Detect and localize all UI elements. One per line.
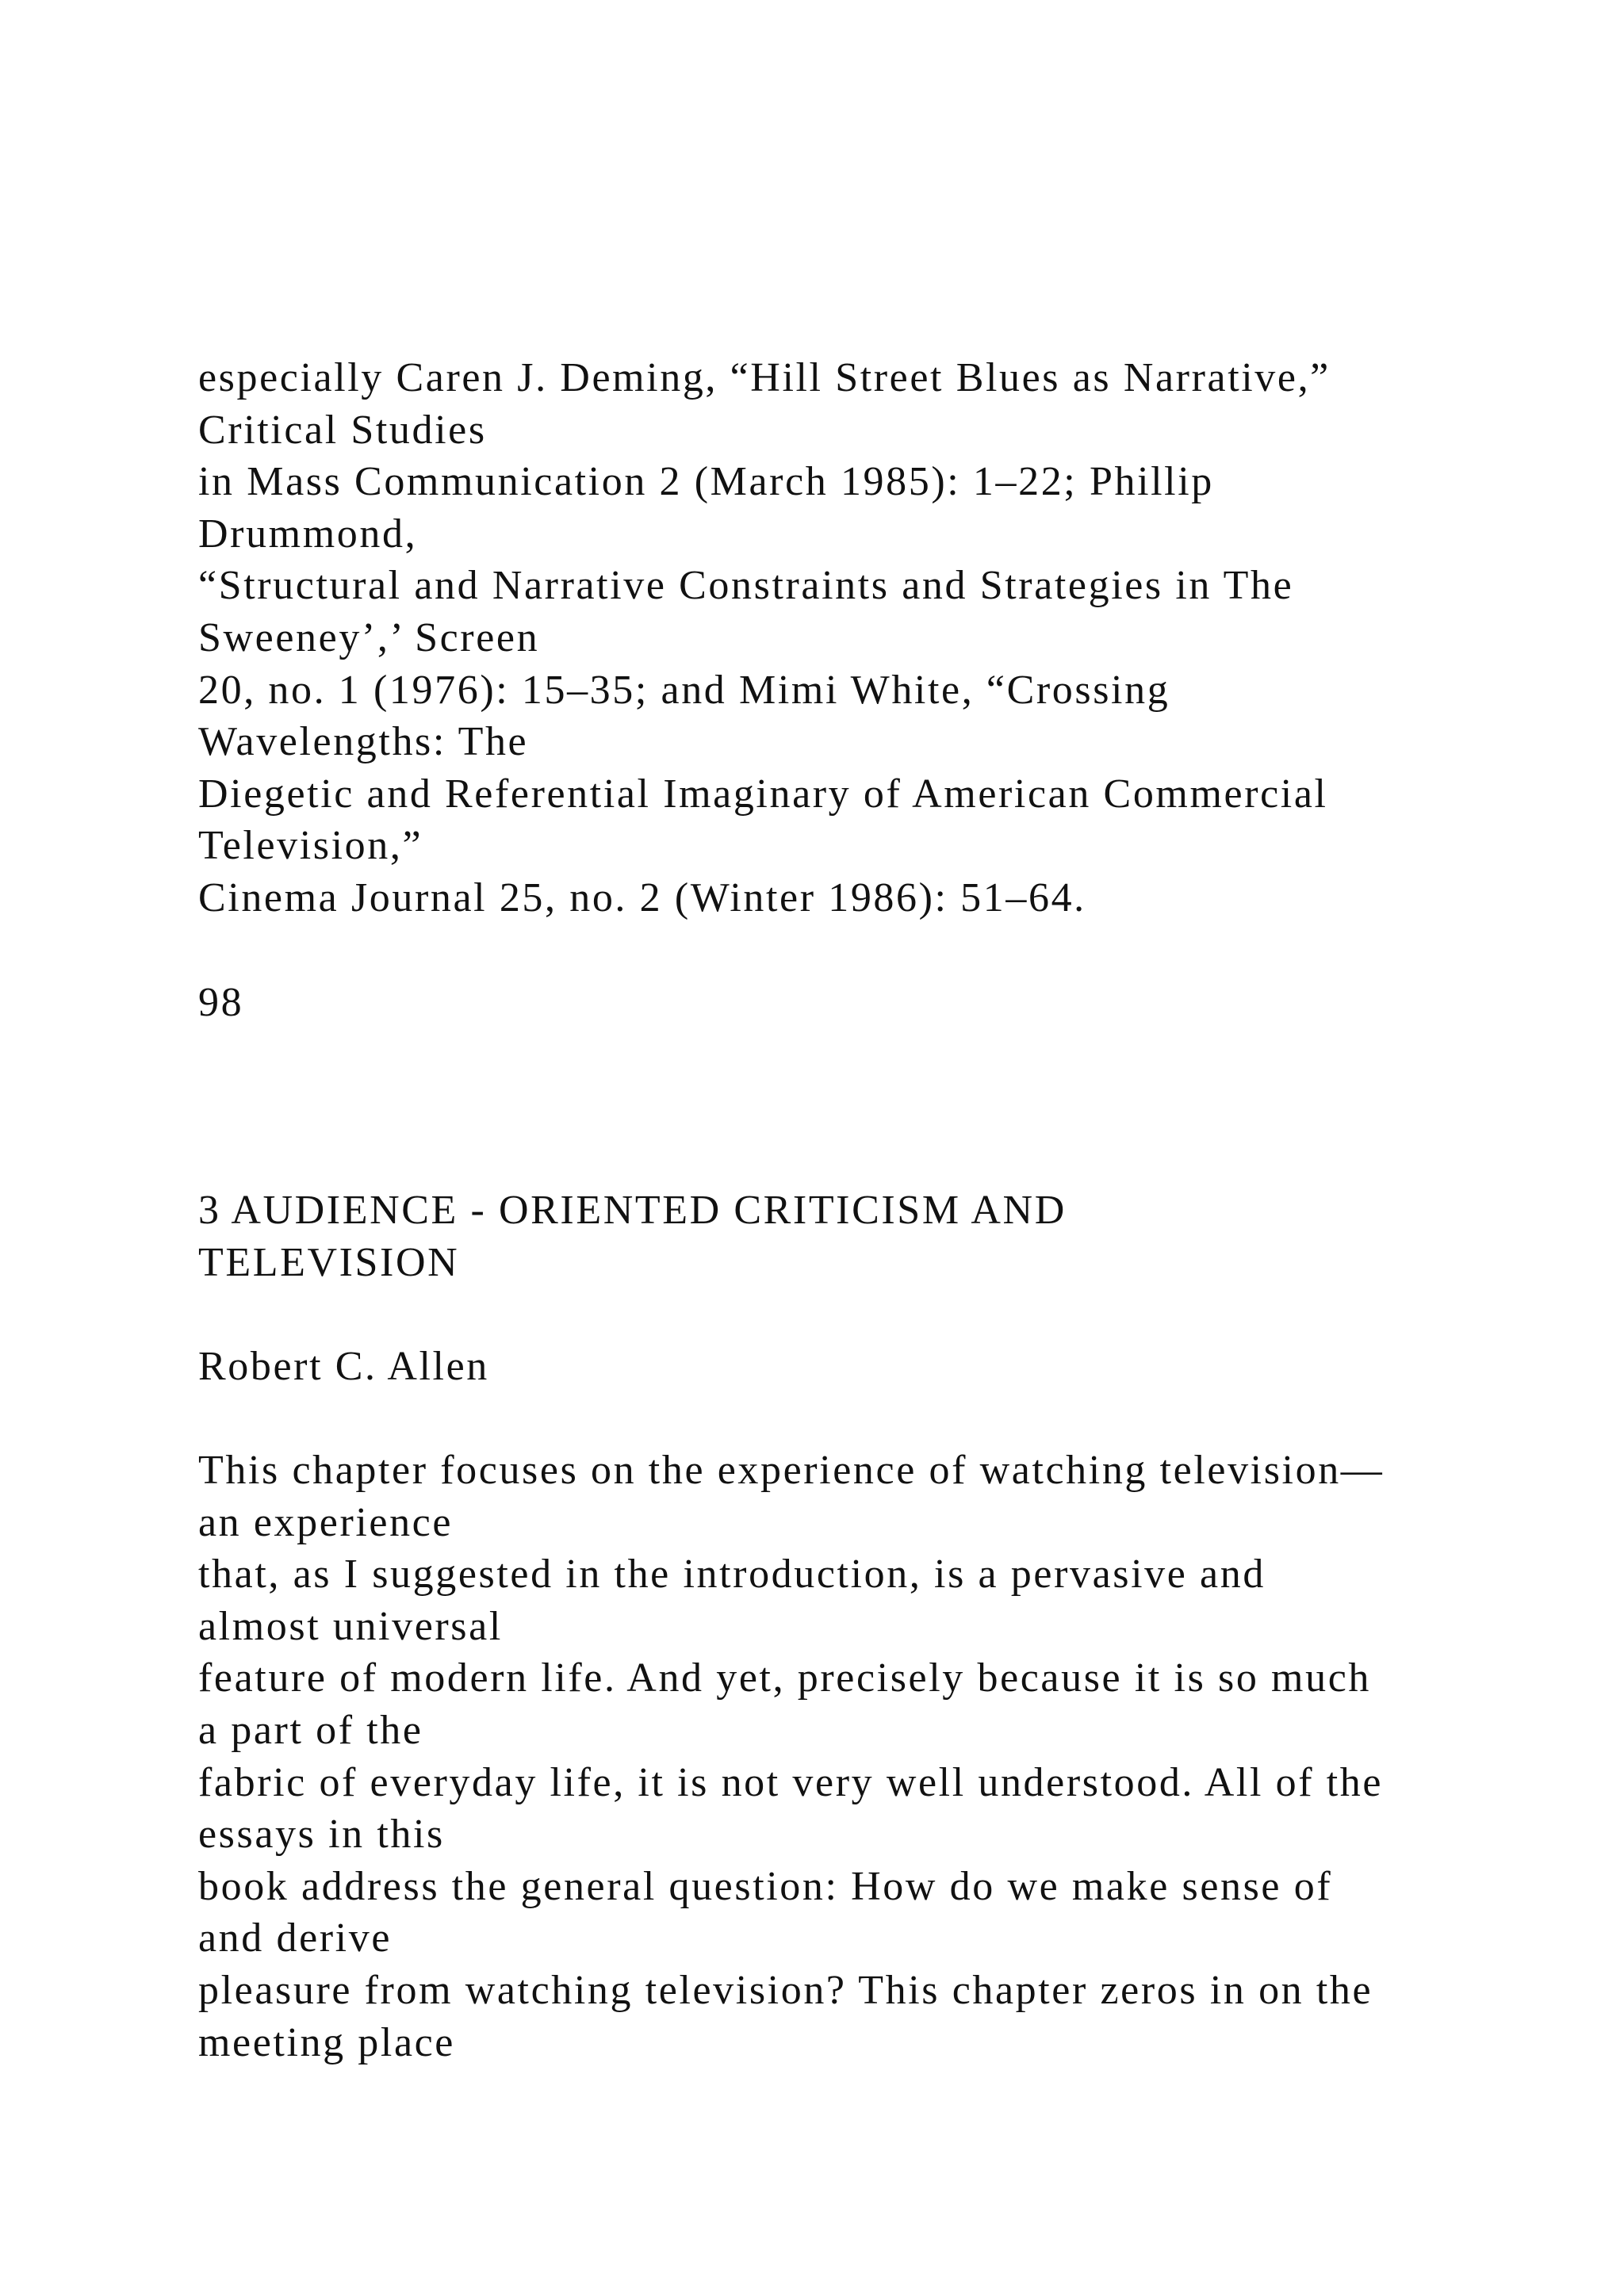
body-line: pleasure from watching television? This chapter zeros in on the — [198, 1967, 1373, 2013]
body-paragraph — [198, 1445, 1530, 2068]
body-line: feature of modern life. And yet, precisely because it is so much — [198, 1655, 1371, 1701]
author-block — [198, 1341, 1530, 1393]
author-name: Robert C. Allen — [198, 1344, 489, 1389]
body-line: a part of the — [198, 1707, 423, 1753]
chapter-heading-line: 3 AUDIENCE - ORIENTED CRITICISM AND — [198, 1188, 1067, 1233]
body-line: meeting place — [198, 2019, 455, 2065]
footnote-line: Television,” — [198, 823, 423, 869]
chapter-heading — [198, 1184, 1530, 1288]
footnote-line: in Mass Communication 2 (March 1985): 1–22; Phillip — [198, 459, 1214, 505]
body-line: essays in this — [198, 1812, 445, 1858]
footnote-line: Critical Studies — [198, 407, 487, 453]
footnote-line: Drummond, — [198, 511, 418, 557]
footnote-line: Diegetic and Referential Imaginary of American Commercial — [198, 771, 1328, 817]
footnote-line: Sweeney’,’ Screen — [198, 614, 540, 660]
footnote-line: Wavelengths: The — [198, 719, 529, 765]
footnote-text — [198, 352, 1530, 924]
body-line: book address the general question: How do we make sense of — [198, 1863, 1333, 1909]
footnote-line: 20, no. 1 (1976): 15–35; and Mimi White, “Crossing — [198, 667, 1170, 713]
body-line: fabric of everyday life, it is not very well understood. All of the — [198, 1759, 1384, 1805]
body-line: This chapter focuses on the experience of watching television— — [198, 1448, 1385, 1493]
body-line: almost universal — [198, 1603, 503, 1649]
body-line: and derive — [198, 1915, 393, 1961]
body-line: an experience — [198, 1499, 454, 1545]
body-line: that, as I suggested in the introduction, is a pervasive and — [198, 1552, 1266, 1598]
footnote-line: Cinema Journal 25, no. 2 (Winter 1986): 51–64. — [198, 874, 1086, 920]
footnote-line: especially Caren J. Deming, “Hill Street Blues as Narrative,” — [198, 355, 1331, 400]
chapter-heading-line: TELEVISION — [198, 1239, 460, 1285]
footnote-line: “Structural and Narrative Constraints and Strategies in The — [198, 563, 1294, 609]
page-number: 98 — [198, 980, 244, 1025]
page-number-block — [198, 977, 1530, 1029]
